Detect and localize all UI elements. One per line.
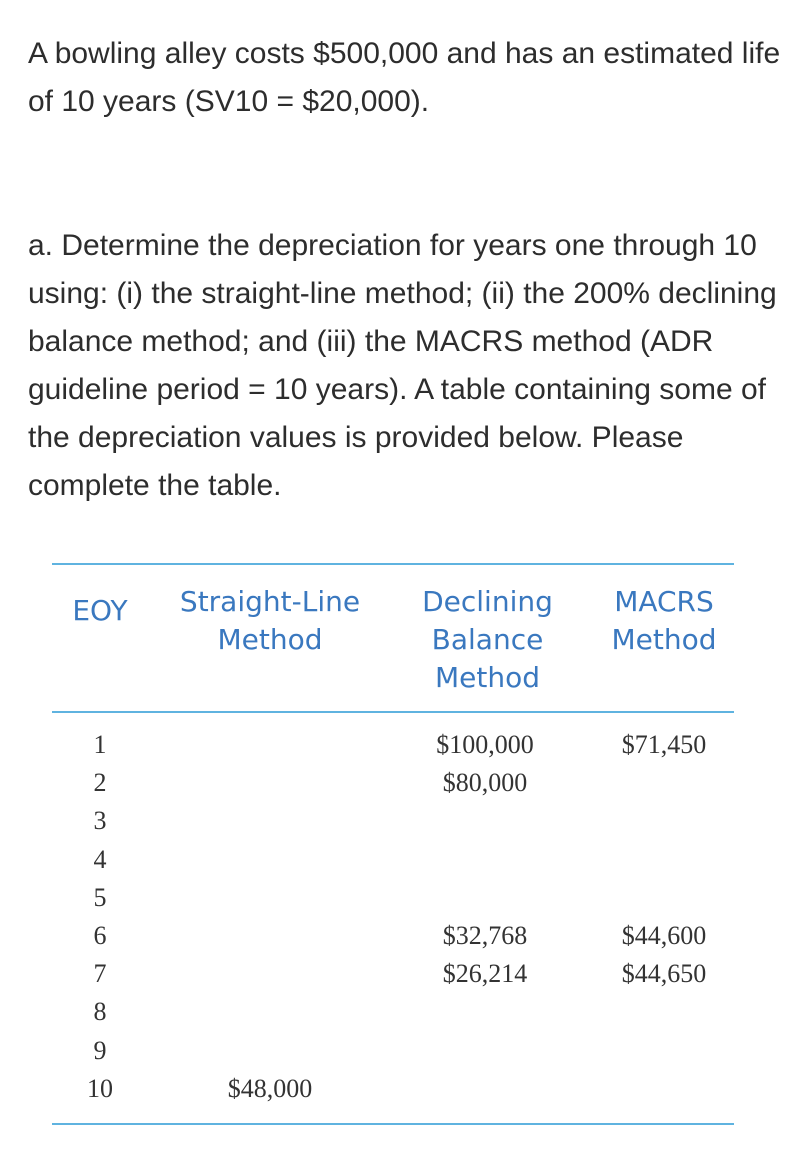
straight-line-cell: $48,000 bbox=[227, 1074, 313, 1103]
eoy-cell: 1 bbox=[93, 730, 107, 759]
eoy-cell: 8 bbox=[93, 997, 107, 1026]
macrs-cell: $71,450 bbox=[621, 730, 707, 759]
table-header-rule bbox=[52, 711, 734, 713]
header-declining-balance-line3: Method bbox=[434, 661, 540, 694]
header-declining-balance-line1: Declining bbox=[422, 585, 553, 618]
eoy-cell: 3 bbox=[93, 806, 107, 835]
header-straight-line-line2: Method bbox=[217, 623, 323, 656]
declining-balance-cell: $32,768 bbox=[442, 921, 528, 950]
header-declining-balance bbox=[400, 583, 575, 697]
declining-balance-cell: $80,000 bbox=[442, 768, 528, 797]
declining-balance-cell: $100,000 bbox=[436, 730, 534, 759]
eoy-cell: 6 bbox=[93, 921, 107, 950]
eoy-cell: 2 bbox=[93, 768, 107, 797]
header-declining-balance-line2: Balance bbox=[431, 623, 544, 656]
header-macrs bbox=[596, 583, 732, 659]
problem-intro: A bowling alley costs $500,000 and has an estimated life of 10 years (SV10 = $20,000). bbox=[28, 37, 781, 118]
table-bottom-rule bbox=[52, 1123, 734, 1125]
declining-balance-cell: $26,214 bbox=[442, 959, 528, 988]
header-straight-line-line1: Straight-Line bbox=[179, 585, 361, 618]
eoy-cell: 7 bbox=[93, 959, 107, 988]
header-macrs-line2: Method bbox=[611, 623, 717, 656]
header-macrs-line1: MACRS bbox=[614, 585, 714, 618]
eoy-cell: 5 bbox=[93, 883, 107, 912]
eoy-cell: 10 bbox=[87, 1074, 113, 1103]
macrs-cell: $44,600 bbox=[621, 921, 707, 950]
eoy-cell: 4 bbox=[93, 845, 107, 874]
eoy-cell: 9 bbox=[93, 1036, 107, 1065]
header-straight-line bbox=[160, 583, 380, 659]
problem-question: a. Determine the depreciation for years one through 10 using: (i) the straight-line method; (ii) the 200% declining balance method; and (iii) the MACRS method (ADR guideline period = 10 years). A table containing some of the depreciation values is provided below. Please complete the table. bbox=[28, 229, 777, 502]
header-eoy: EOY bbox=[72, 594, 128, 627]
macrs-cell: $44,650 bbox=[621, 959, 707, 988]
table-top-rule bbox=[52, 563, 734, 565]
